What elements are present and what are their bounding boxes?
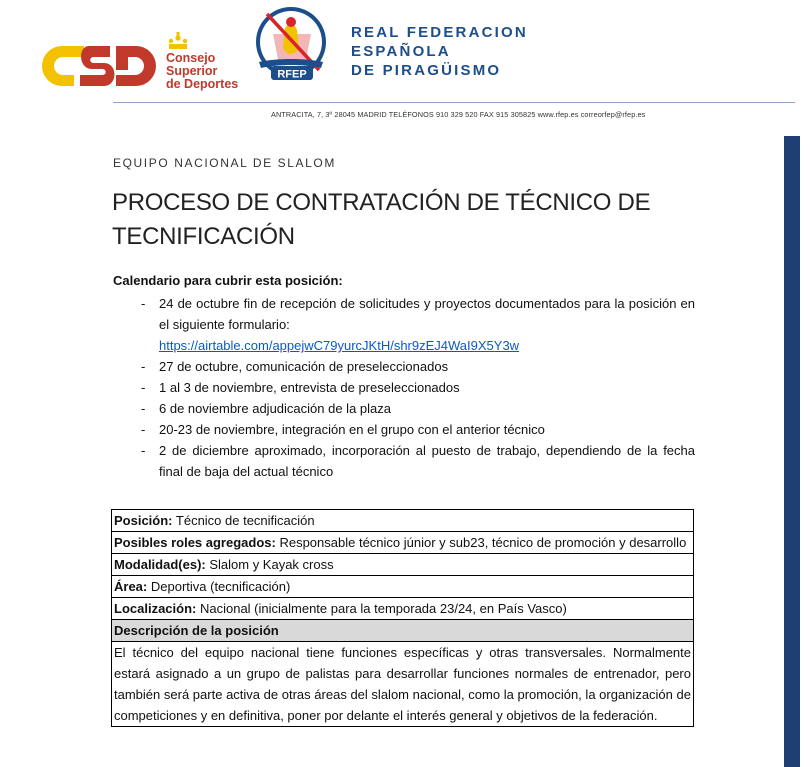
- section-label: EQUIPO NACIONAL DE SLALOM: [113, 156, 336, 170]
- table-row: [112, 510, 694, 532]
- form-link[interactable]: https://airtable.com/appejwC79yurcJKtH/shr9zEJ4WaI9X5Y3w: [159, 338, 520, 353]
- field-value: Deportiva (tecnificación): [147, 579, 291, 594]
- list-bullet: -: [141, 380, 146, 395]
- table-row: [112, 576, 694, 598]
- table-row: [112, 532, 694, 554]
- table-row: [112, 554, 694, 576]
- rfep-logo: [253, 4, 333, 86]
- list-bullet: -: [141, 359, 146, 374]
- calendar-item: [113, 356, 695, 377]
- calendar-item-text: 1 al 3 de noviembre, entrevista de preseleccionados: [159, 380, 460, 395]
- field-value: Nacional (inicialmente para la temporada 23/24, en País Vasco): [196, 601, 567, 616]
- calendar-item: [113, 440, 695, 482]
- field-label: Localización:: [114, 601, 197, 616]
- field-label: Posibles roles agregados:: [114, 535, 276, 550]
- calendar-heading: Calendario para cubrir esta posición:: [113, 273, 343, 288]
- list-bullet: -: [141, 443, 146, 458]
- position-table: [111, 509, 694, 727]
- table-cell: [112, 576, 694, 598]
- calendar-item-text: 20-23 de noviembre, integración en el grupo con el anterior técnico: [159, 422, 545, 437]
- rfep-badge: RFEP: [277, 68, 307, 81]
- description-text: El técnico del equipo nacional tiene funciones específicas y otras transversales. Normalmente estará asignado a un grupo de palistas para desarrollar funciones normales de entrenador, pero también será parte activa de otras áreas del slalom nacional, como la promoción, la organización de competiciones y en definitiva, poner por delante el interés general y objetivos de la federación.: [112, 642, 694, 727]
- calendar-item: [113, 293, 695, 356]
- address-line: ANTRACITA, 7, 3º 28045 MADRID TELÉFONOS 910 329 520 FAX 915 305825 www.rfep.es correorfep@rfep.es: [271, 110, 646, 119]
- field-label: Modalidad(es):: [114, 557, 206, 572]
- field-value: Responsable técnico júnior y sub23, técnico de promoción y desarrollo: [275, 535, 687, 550]
- table-cell: [112, 532, 694, 554]
- calendar-item: [113, 398, 695, 419]
- header-divider: [113, 102, 795, 103]
- list-bullet: -: [141, 422, 146, 437]
- table-cell: [112, 554, 694, 576]
- calendar-item: [113, 419, 695, 440]
- calendar-item-text: 2 de diciembre aproximado, incorporación al puesto de trabajo, dependiendo de la fecha final de baja del actual técnico: [159, 443, 695, 479]
- field-label: Área:: [114, 579, 148, 594]
- calendar-item: [113, 377, 695, 398]
- field-value: Técnico de tecnificación: [172, 513, 315, 528]
- table-row: [112, 620, 694, 642]
- field-value: Slalom y Kayak cross: [205, 557, 334, 572]
- calendar-item-text: 24 de octubre fin de recepción de solicitudes y proyectos documentados para la posición en el siguiente formulario:: [159, 296, 695, 332]
- calendar-item-text: 27 de octubre, comunicación de preseleccionados: [159, 359, 449, 374]
- list-bullet: -: [141, 296, 146, 311]
- table-row: [112, 598, 694, 620]
- page-title: PROCESO DE CONTRATACIÓN DE TÉCNICO DE TECNIFICACIÓN: [112, 189, 651, 250]
- rfep-name: REAL FEDERACION ESPAÑOLA DE PIRAGÜISMO: [351, 24, 528, 79]
- table-cell: [112, 598, 694, 620]
- field-label: Posición:: [114, 513, 173, 528]
- table-row: [112, 642, 694, 727]
- csd-name: Consejo Superior de Deportes: [166, 51, 239, 91]
- table-cell: [112, 510, 694, 532]
- side-accent-bar: [784, 136, 800, 767]
- list-bullet: -: [141, 401, 146, 416]
- calendar-item-text: 6 de noviembre adjudicación de la plaza: [159, 401, 391, 416]
- description-header: Descripción de la posición: [112, 620, 694, 642]
- calendar-list: [113, 293, 695, 482]
